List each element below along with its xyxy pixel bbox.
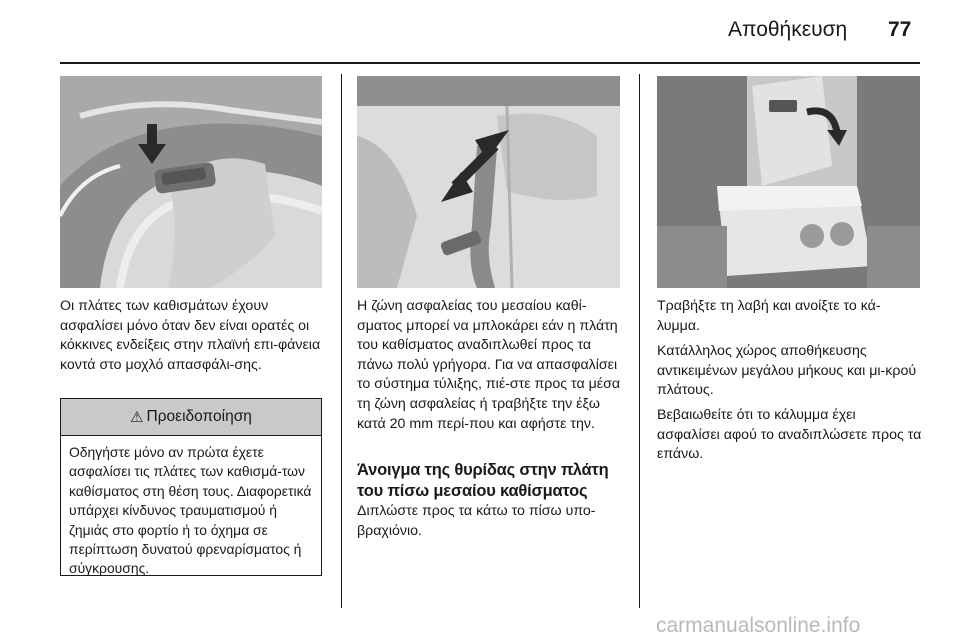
header-rule <box>60 62 920 64</box>
column1-paragraph: Οι πλάτες των καθισμάτων έχουν ασφαλίσει μόνο όταν δεν είναι ορατές οι κόκκινες ενδείξεις στην πλαϊνή επι-φάνεια κοντά στο μοχλό απασφάλι-σης. <box>60 298 321 373</box>
warning-text: Οδηγήστε μόνο αν πρώτα έχετε ασφαλίσει τις πλάτες των καθισμά-των καθίσματος στη θέση τους. Διαφορετικά υπάρχει κίνδυνος τραυματισμού ή ζημιάς στο φορτίο ή το όχημα σε περίπτωση δυνατού φρεναρίσματος ή σύγκρουσης. <box>69 444 312 577</box>
figure-armrest-storage <box>657 76 920 288</box>
warning-triangle-icon: ⚠ <box>130 409 144 426</box>
column2-paragraph: Η ζώνη ασφαλείας του μεσαίου καθί-σματος μπορεί να μπλοκάρει εάν η πλάτη του καθίσματος αναδιπλωθεί προς τα πάνω πολύ γρήγορα. Για να απασφαλίσει το σύστημα τύλιξης, πιέ-στε προς τα μέσα τη ζώνη ασφαλείας ή τραβήξτε την έξω κατά 20 mm περί-που και αφήστε την. <box>357 298 621 432</box>
warning-box <box>60 398 322 576</box>
column3-paragraph-3: Βεβαιωθείτε ότι το κάλυμμα έχει ασφαλίσει αφού το αναδιπλώσετε προς τα επάνω. <box>657 407 922 463</box>
column2-subheading: Άνοιγμα της θυρίδας στην πλάτη του πίσω μεσαίου καθίσματος <box>357 461 609 500</box>
column2-subtext: Διπλώστε προς τα κάτω το πίσω υπο-βραχιόνιο. <box>357 503 596 539</box>
column3-paragraph-2: Κατάλληλος χώρος αποθήκευσης αντικειμένων μεγάλου μήκους και μι-κρού πλάτους. <box>657 343 917 399</box>
watermark: carmanualsonline.info <box>656 614 861 637</box>
column-divider-right <box>639 74 640 608</box>
page-number: 77 <box>888 18 912 41</box>
figure-middle-seat-belt <box>357 76 620 288</box>
column-divider-left <box>341 74 342 608</box>
warning-title: Προειδοποίηση <box>146 408 252 425</box>
column3-paragraph-1: Τραβήξτε τη λαβή και ανοίξτε το κά-λυμμα. <box>657 298 881 334</box>
figure-seat-back-release <box>60 76 322 288</box>
warning-header <box>61 399 321 436</box>
page-header-title: Αποθήκευση <box>728 18 848 41</box>
